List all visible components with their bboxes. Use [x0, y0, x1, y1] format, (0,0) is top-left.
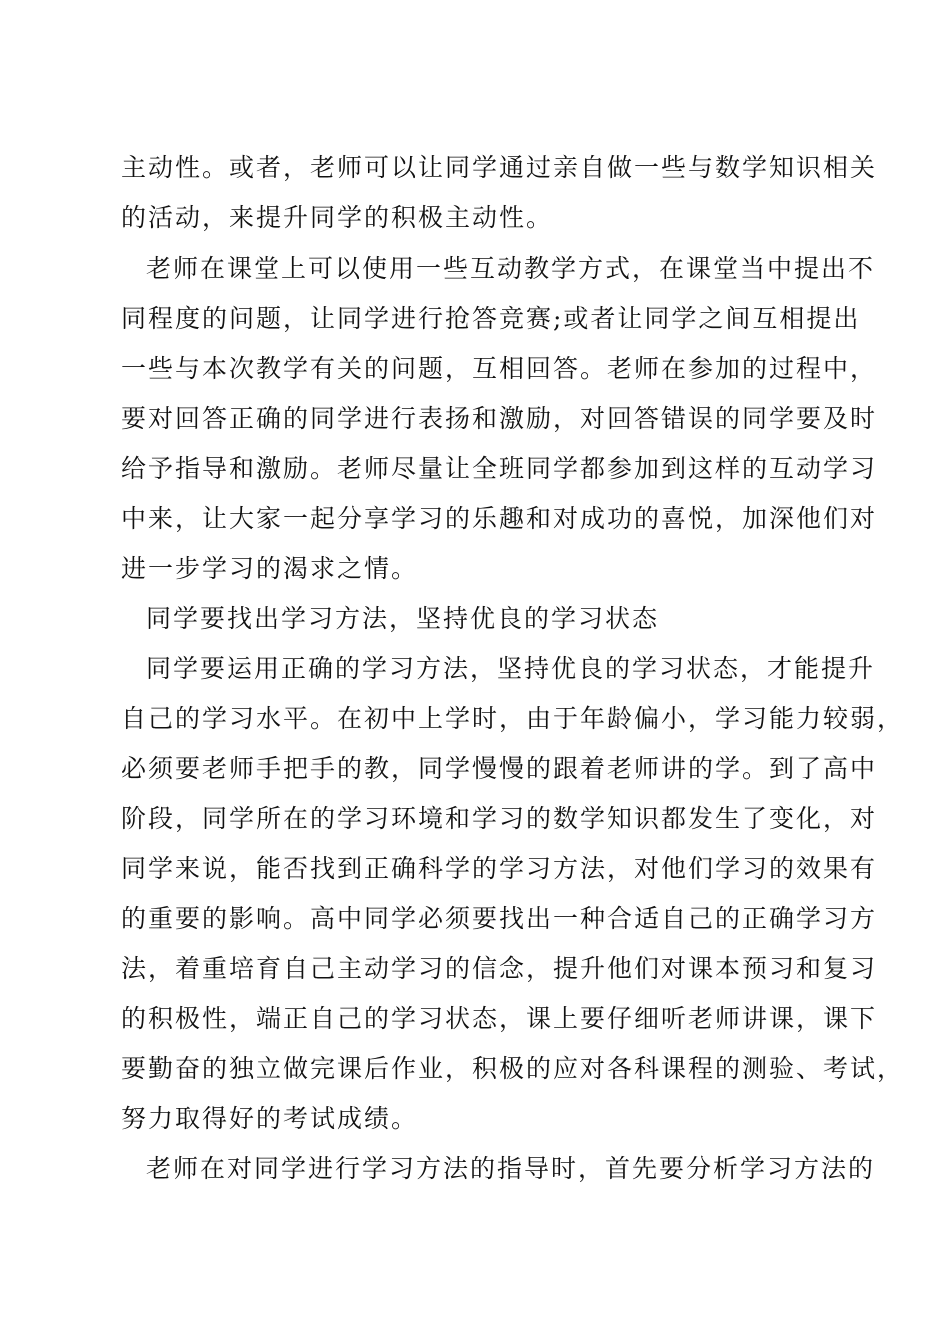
text-line: 主动性。或者，老师可以让同学通过亲自做一些与数学知识相关 [121, 153, 878, 182]
text-line: 阶段，同学所在的学习环境和学习的数学知识都发生了变化，对 [121, 804, 878, 833]
text-line: 必须要老师手把手的教，同学慢慢的跟着老师讲的学。到了高中 [121, 754, 878, 783]
text-line: 中来，让大家一起分享学习的乐趣和对成功的喜悦，加深他们对 [121, 504, 878, 533]
paragraph-start-line: 老师在课堂上可以使用一些互动教学方式，在课堂当中提出不 [146, 254, 876, 283]
paragraph-start-line: 老师在对同学进行学习方法的指导时，首先要分析学习方法的 [146, 1154, 876, 1183]
text-line: 要对回答正确的同学进行表扬和激励，对回答错误的同学要及时 [121, 404, 878, 433]
text-line: 自己的学习水平。在初中上学时，由于年龄偏小，学习能力较弱， [121, 704, 905, 733]
text-line: 努力取得好的考试成绩。 [121, 1104, 419, 1133]
text-line: 进一步学习的渴求之情。 [121, 554, 419, 583]
text-line: 的重要的影响。高中同学必须要找出一种合适自己的正确学习方 [121, 904, 878, 933]
text-line: 同程度的问题，让同学进行抢答竞赛;或者让同学之间互相提出 [121, 304, 861, 333]
text-line: 法，着重培育自己主动学习的信念，提升他们对课本预习和复习 [121, 954, 878, 983]
text-line: 同学来说，能否找到正确科学的学习方法，对他们学习的效果有 [121, 854, 878, 883]
text-line: 给予指导和激励。老师尽量让全班同学都参加到这样的互动学习 [121, 454, 878, 483]
text-line: 一些与本次教学有关的问题，互相回答。老师在参加的过程中， [121, 354, 878, 383]
text-line: 的活动，来提升同学的积极主动性。 [121, 203, 554, 232]
section-heading: 同学要找出学习方法，坚持优良的学习状态 [146, 604, 660, 633]
text-line: 的积极性，端正自己的学习状态，课上要仔细听老师讲课，课下 [121, 1004, 878, 1033]
text-line: 要勤奋的独立做完课后作业，积极的应对各科课程的测验、考试， [121, 1054, 905, 1083]
paragraph-start-line: 同学要运用正确的学习方法，坚持优良的学习状态，才能提升 [146, 654, 876, 683]
